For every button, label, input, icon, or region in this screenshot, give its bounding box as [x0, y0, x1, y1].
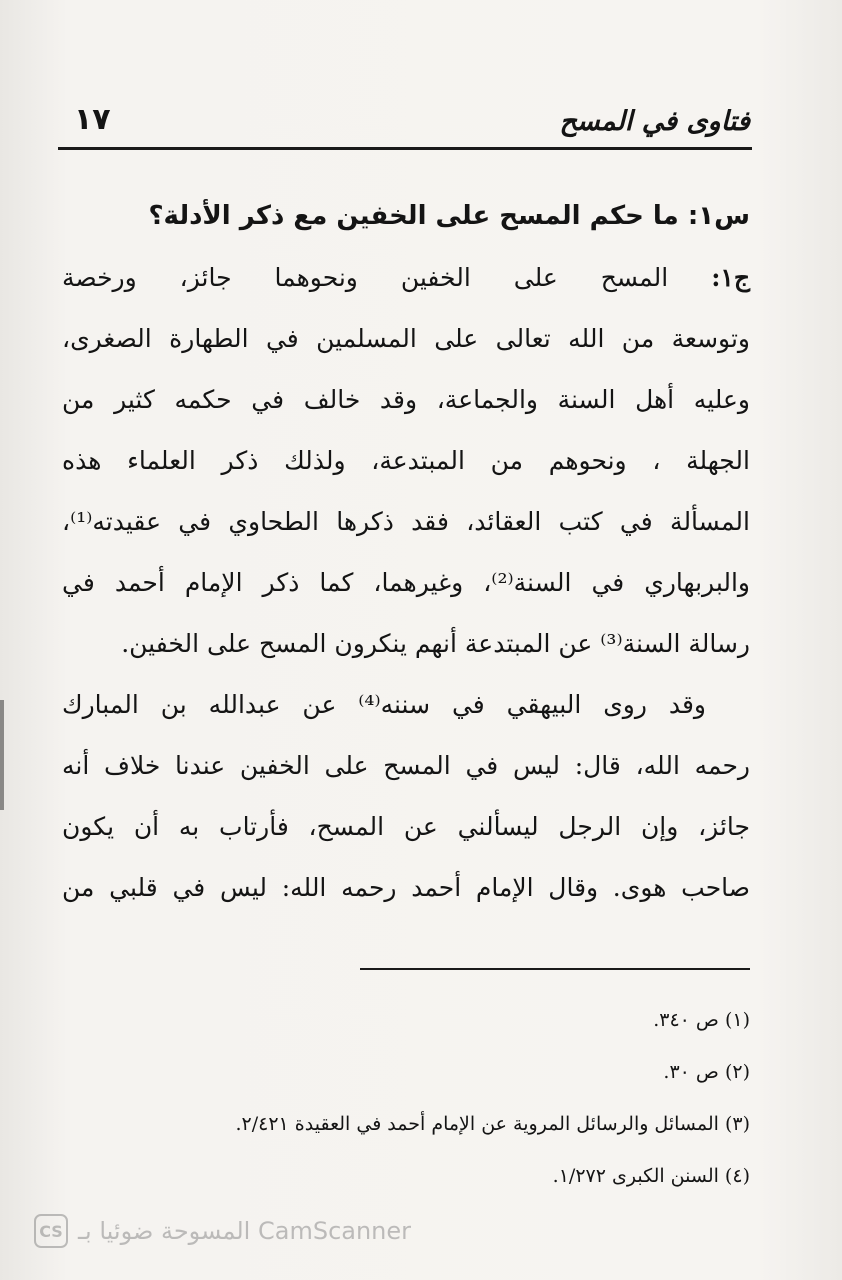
scanner-watermark: [34, 1212, 411, 1250]
main-text: [62, 186, 750, 918]
footnote: (٢) ص ٣٠.: [663, 1061, 750, 1083]
book-title: فتاوى في المسح: [559, 106, 750, 137]
answer-label: ج١:: [711, 263, 750, 292]
watermark-text: المسوحة ضوئيا بـ CamScanner: [78, 1217, 412, 1245]
running-header: [58, 100, 750, 148]
answer-line: وعليه أهل السنة والجماعة، وقد خالف في حكمه كثير من: [62, 385, 750, 414]
page-number: ١٧: [74, 102, 111, 137]
paragraph-line: وقد روى البيهقي في سننه⁽⁴⁾ عن عبدالله بن المبارك: [62, 690, 706, 719]
paragraph-line: جائز، وإن الرجل ليسألني عن المسح، فأرتاب به أن يكون: [62, 812, 750, 841]
footnote: (٤) السنن الكبرى ١/٢٧٢.: [552, 1165, 750, 1187]
paragraph-line: رحمه الله، قال: ليس في المسح على الخفين عندنا خلاف أنه: [62, 751, 750, 780]
camscanner-logo-icon: CS: [34, 1214, 68, 1248]
page-edge-shadow: [0, 700, 4, 810]
answer-line: المسألة في كتب العقائد، فقد ذكرها الطحاوي في عقيدته⁽¹⁾،: [62, 507, 750, 536]
answer-line: الجهلة ، ونحوهم من المبتدعة، ولذلك ذكر العلماء هذه: [62, 446, 750, 475]
paragraph-line: صاحب هوى. وقال الإمام أحمد رحمه الله: ليس في قلبي من: [62, 873, 750, 902]
answer-line: [62, 247, 750, 308]
answer-line-text: المسح على الخفين ونحوهما جائز، ورخصة: [62, 263, 669, 292]
answer-line: رسالة السنة⁽³⁾ عن المبتدعة أنهم ينكرون المسح على الخفين.: [121, 629, 750, 658]
footnote-rule: [360, 968, 750, 970]
footnotes: [130, 994, 750, 1202]
answer-line: والبربهاري في السنة⁽²⁾، وغيرهما، كما ذكر الإمام أحمد في: [62, 568, 750, 597]
header-rule: [58, 147, 752, 150]
answer-line: وتوسعة من الله تعالى على المسلمين في الطهارة الصغرى،: [62, 324, 750, 353]
footnote: (٣) المسائل والرسائل المروية عن الإمام أحمد في العقيدة ٢/٤٢١.: [235, 1113, 750, 1135]
footnote: (١) ص ٣٤٠.: [653, 1009, 750, 1031]
question-heading: س١: ما حكم المسح على الخفين مع ذكر الأدلة؟: [148, 201, 750, 231]
